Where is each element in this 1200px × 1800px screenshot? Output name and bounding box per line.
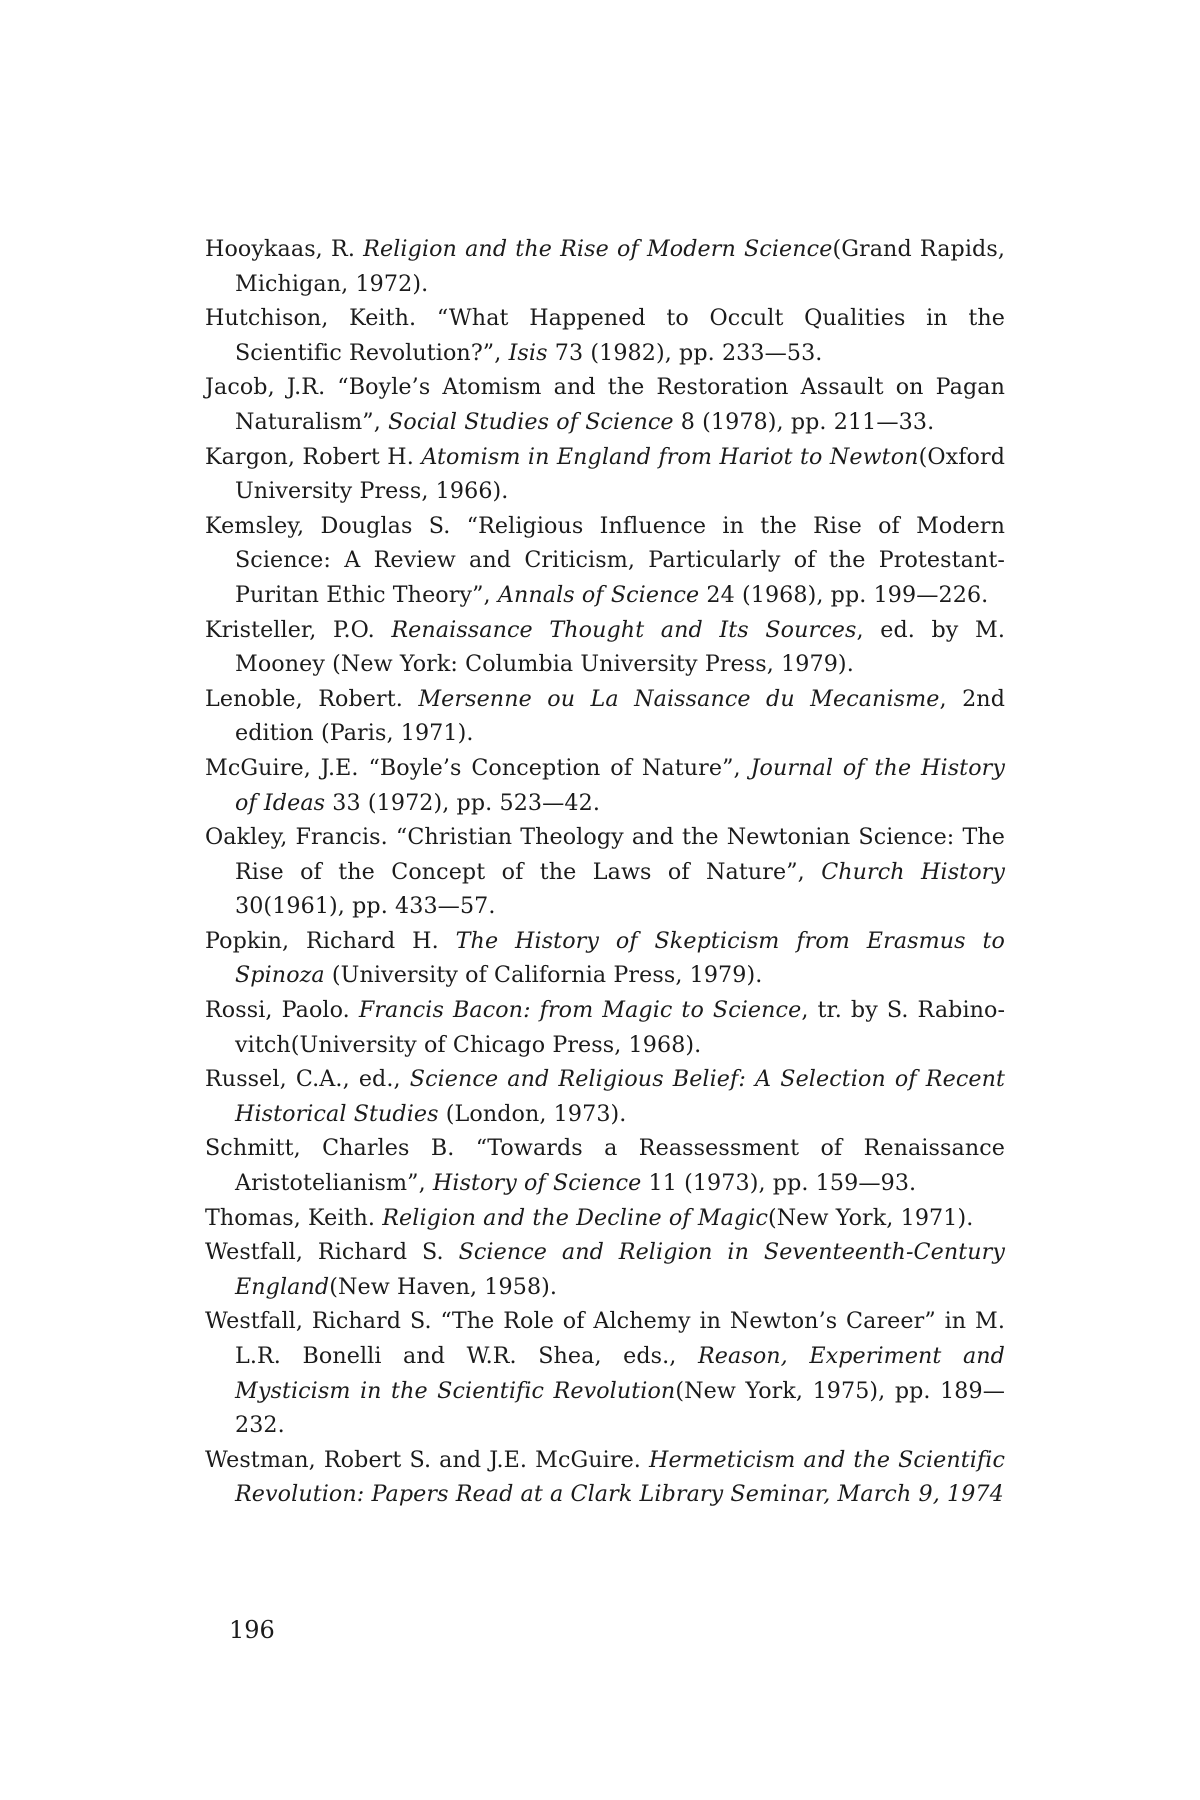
bibliography-entry (205, 924, 1005, 993)
entry-title-italic: Isis (508, 339, 548, 366)
bibliography-entry (205, 370, 1005, 439)
entry-text: , ed. by M. Mooney (New York: Columbia University Press, 1979). (235, 616, 1006, 678)
bibliography-entry (205, 1201, 1005, 1236)
entry-text: Westfall, Richard S. “The Role of Alchemy in Newton’s Career” in M. L.R. Bonelli and W.R. Shea, eds., (205, 1308, 1005, 1369)
entry-title-italic: Science and Religion in Seventeenth-Century England (235, 1239, 1005, 1300)
entry-text: 24 (1968), pp. 199—226. (699, 581, 989, 608)
entry-text: Popkin, Richard H. (205, 927, 456, 954)
bibliography-entry (205, 301, 1005, 370)
bibliography-entry (205, 1304, 1005, 1442)
entry-title-italic: Hermeticism and the Scientific Revolution: Papers Read at a Clark Library Seminar, March 9, 1974 (235, 1446, 1006, 1508)
entry-text: Hutchison, Keith. “What Happened to Occult Qualities in the Scientific Revolution?”, (205, 305, 1005, 366)
entry-text: 8 (1978), pp. 211—33. (673, 408, 935, 435)
entry-text: (New Haven, 1958). (329, 1273, 558, 1300)
entry-text: McGuire, J.E. “Boyle’s Conception of Nature”, (205, 754, 751, 781)
bibliography-entry (205, 509, 1005, 613)
entry-title-italic: Mersenne ou La Naissance du Mecanisme (418, 685, 940, 712)
entry-text: Lenoble, Robert. (205, 685, 419, 712)
bibliography-entry (205, 993, 1005, 1062)
bibliography-entry (205, 1062, 1005, 1131)
entry-text: Rossi, Paolo. (205, 997, 359, 1024)
entry-text: Oakley, Francis. “Christian Theology and the Newtonian Science: The Rise of the Concept of the Laws of Nature”, (205, 824, 1005, 885)
entry-text: Schmitt, Charles B. “Towards a Reassessment of Renaissance Aristotelianism”, (205, 1135, 1005, 1197)
bibliography-entry (205, 682, 1005, 751)
entry-text: Kargon, Robert H. (205, 443, 422, 470)
entry-text: , tr. by S. Rabinovitch(University of Chicago Press, 1968). (235, 997, 1005, 1058)
bibliography-entry (205, 1235, 1005, 1304)
entry-text: 33 (1972), pp. 523—42. (325, 789, 600, 816)
entry-text: (University of California Press, 1979). (324, 962, 763, 989)
entry-title-italic: Religion and the Decline of Magic (382, 1204, 769, 1231)
entry-title-italic: Science and Religious Belief: A Selection of Recent Historical Studies (235, 1066, 1005, 1127)
entry-title-italic: Francis Bacon: from Magic to Science (358, 997, 802, 1024)
entry-text: 30(1961), pp. 433—57. (235, 893, 496, 920)
entry-title-italic: The History of Skepticism from Erasmus to Spinoza (235, 927, 1005, 989)
entry-text: (New York, 1971). (768, 1204, 974, 1231)
entry-title-italic: Church History (821, 858, 1006, 885)
bibliography-entry (205, 751, 1005, 820)
entry-text: (Oxford University Press, 1966). (235, 443, 1006, 505)
entry-text: Kristeller, P.O. (205, 616, 392, 643)
entry-title-italic: Renaissance Thought and Its Sources (391, 616, 857, 643)
page-number: 196 (229, 1616, 275, 1644)
entry-title-italic: Atomism in England from Hariot to Newton (421, 443, 919, 470)
entry-text: (New York, 1975), pp. 189—232. (235, 1377, 1006, 1439)
entry-text: 11 (1973), pp. 159—93. (641, 1170, 917, 1197)
bibliography-entry (205, 1131, 1005, 1200)
entry-title-italic: Religion and the Rise of Modern Science (363, 236, 833, 262)
entry-title-italic: Social Studies of Science (388, 408, 674, 435)
bibliography-entry (205, 440, 1005, 509)
entry-text: (Grand Rapids, Michigan, 1972). (235, 236, 1006, 297)
bibliography-entry (205, 1443, 1005, 1512)
entry-text: Westfall, Richard S. (205, 1239, 459, 1266)
entry-title-italic: Journal of the History of Ideas (235, 754, 1005, 816)
entry-text: Kemsley, Douglas S. “Religious Influence in the Rise of Modern Science: A Review and Criticism, Particularly of the Protestant-Puritan Ethic Theory”, (205, 512, 1005, 608)
bibliography-entry (205, 232, 1005, 301)
entry-text: , 2nd edition (Paris, 1971). (235, 685, 1005, 747)
entry-title-italic: History of Science (432, 1170, 642, 1197)
entry-text: Russel, C.A., ed., (205, 1066, 410, 1093)
entry-title-italic: Annals of Science (497, 581, 700, 608)
entry-text: (London, 1973). (438, 1100, 627, 1127)
entry-text: 73 (1982), pp. 233—53. (547, 339, 823, 366)
entry-text: Hooykaas, R. (205, 236, 364, 262)
entry-title-italic: Reason, Experiment and Mysticism in the Scientific Revolution (235, 1343, 1005, 1404)
bibliography-list (205, 232, 1005, 1512)
entry-text: Jacob, J.R. “Boyle’s Atomism and the Restoration Assault on Pagan Naturalism”, (205, 374, 1005, 435)
bibliography-entry (205, 820, 1005, 924)
bibliography-entry (205, 613, 1005, 682)
entry-text: Thomas, Keith. (205, 1204, 383, 1231)
entry-text: Westman, Robert S. and J.E. McGuire. (205, 1446, 650, 1473)
